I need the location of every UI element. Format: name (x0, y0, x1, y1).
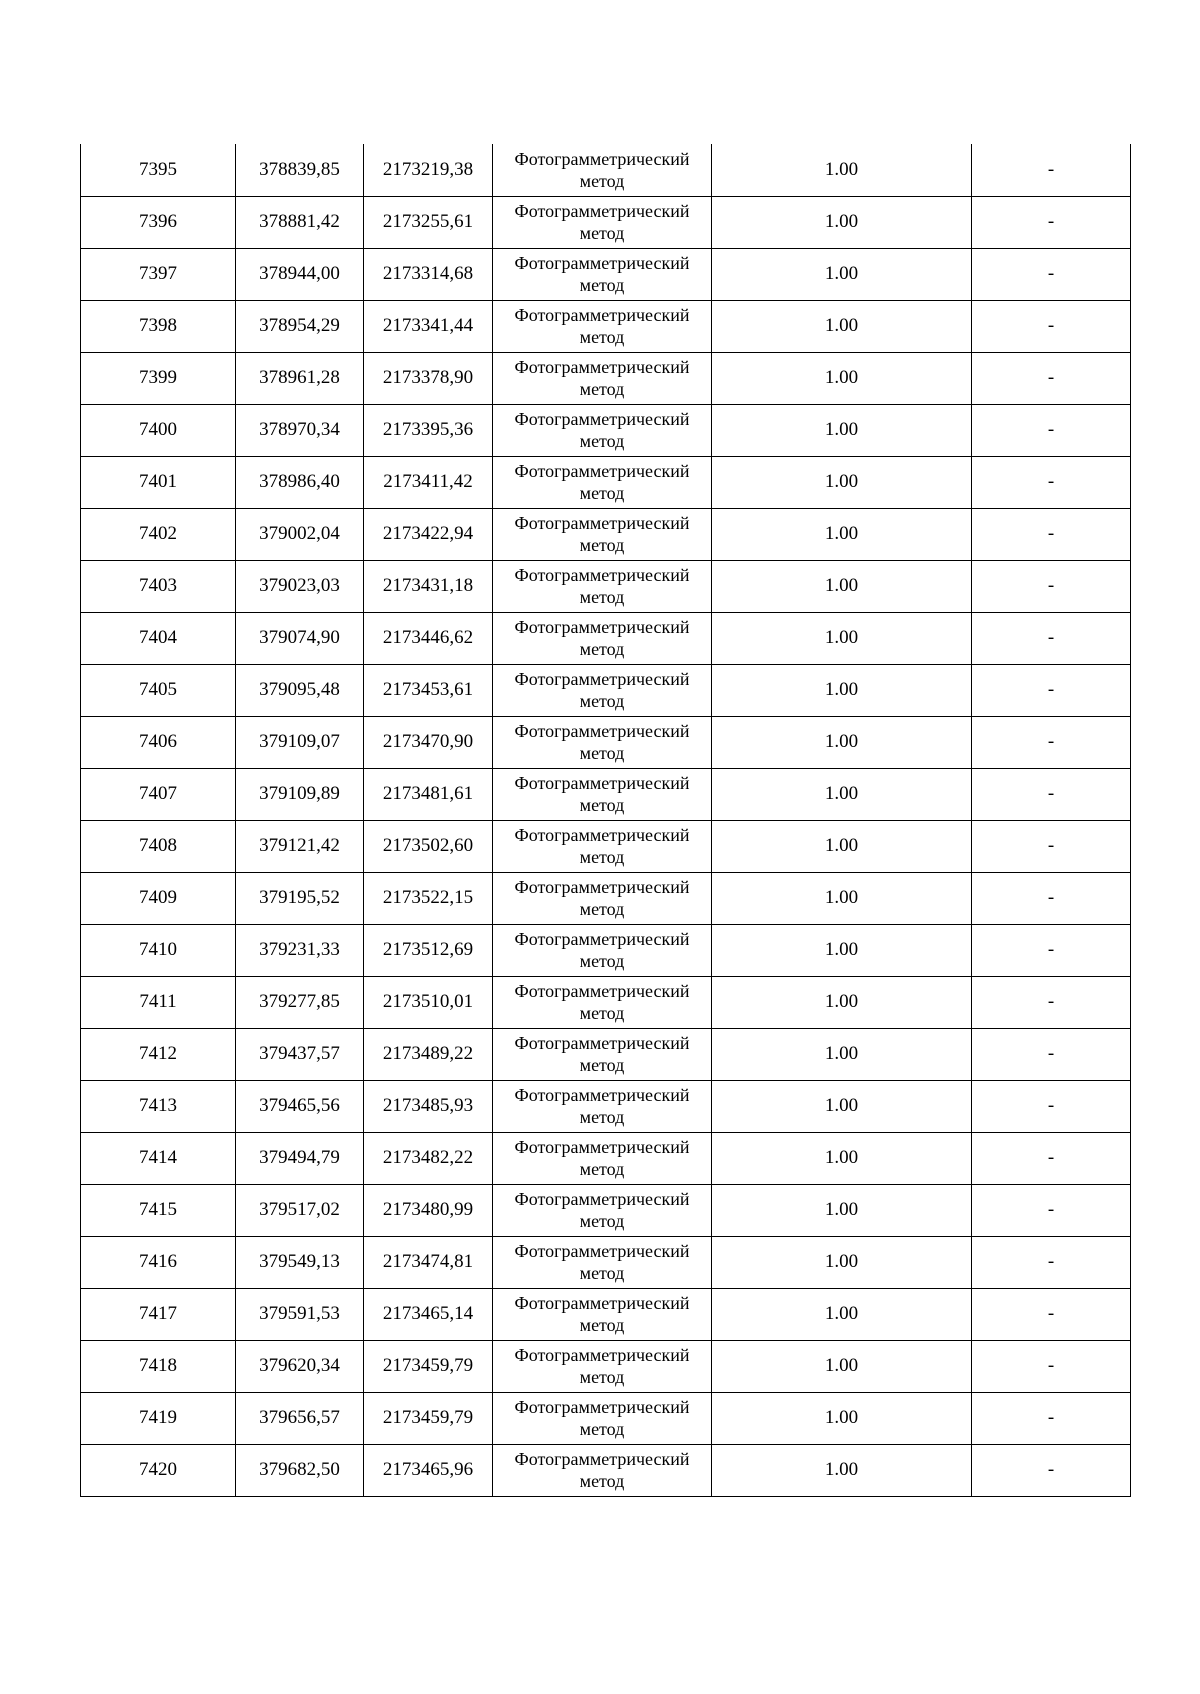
method-line-2: метод (579, 1211, 625, 1231)
x-coordinate-cell: 379517,02 (236, 1184, 364, 1236)
x-coordinate-cell: 379109,89 (236, 768, 364, 820)
accuracy-cell: 1.00 (712, 820, 972, 872)
y-coordinate-cell: 2173502,60 (364, 820, 493, 872)
method-line-2: метод (579, 1107, 625, 1127)
x-coordinate-cell: 378954,29 (236, 300, 364, 352)
y-coordinate-cell: 2173395,36 (364, 404, 493, 456)
table-row (81, 1444, 1131, 1496)
y-coordinate-cell: 2173219,38 (364, 144, 493, 196)
method-line-2: метод (579, 431, 625, 451)
point-number-cell: 7417 (81, 1288, 236, 1340)
method-line-2: метод (579, 1471, 625, 1491)
method-cell (493, 1288, 712, 1340)
x-coordinate-cell: 379109,07 (236, 716, 364, 768)
method-cell (493, 352, 712, 404)
accuracy-cell: 1.00 (712, 1132, 972, 1184)
table-row (81, 1288, 1131, 1340)
method-cell (493, 1340, 712, 1392)
table-row (81, 716, 1131, 768)
method-cell (493, 508, 712, 560)
x-coordinate-cell: 379620,34 (236, 1340, 364, 1392)
accuracy-cell: 1.00 (712, 716, 972, 768)
method-line-1: Фотограмметрический (514, 1085, 690, 1105)
table-row (81, 1340, 1131, 1392)
y-coordinate-cell: 2173480,99 (364, 1184, 493, 1236)
note-cell: - (972, 716, 1131, 768)
note-cell: - (972, 1080, 1131, 1132)
table-row (81, 1080, 1131, 1132)
coordinates-table (80, 144, 1131, 1497)
table-row (81, 1236, 1131, 1288)
y-coordinate-cell: 2173341,44 (364, 300, 493, 352)
table-row (81, 976, 1131, 1028)
table-row (81, 872, 1131, 924)
method-line-1: Фотограмметрический (514, 1449, 690, 1469)
method-line-2: метод (579, 587, 625, 607)
table-row (81, 560, 1131, 612)
point-number-cell: 7403 (81, 560, 236, 612)
point-number-cell: 7396 (81, 196, 236, 248)
method-line-2: метод (579, 1315, 625, 1335)
method-cell (493, 560, 712, 612)
y-coordinate-cell: 2173314,68 (364, 248, 493, 300)
point-number-cell: 7404 (81, 612, 236, 664)
table-row (81, 820, 1131, 872)
accuracy-cell: 1.00 (712, 248, 972, 300)
method-line-2: метод (579, 379, 625, 399)
method-line-2: метод (579, 1003, 625, 1023)
x-coordinate-cell: 379591,53 (236, 1288, 364, 1340)
note-cell: - (972, 248, 1131, 300)
method-line-1: Фотограмметрический (514, 773, 690, 793)
note-cell: - (972, 1132, 1131, 1184)
method-line-1: Фотограмметрический (514, 877, 690, 897)
point-number-cell: 7420 (81, 1444, 236, 1496)
y-coordinate-cell: 2173411,42 (364, 456, 493, 508)
method-cell (493, 1028, 712, 1080)
note-cell: - (972, 664, 1131, 716)
table-row (81, 664, 1131, 716)
table-body (81, 144, 1131, 1496)
x-coordinate-cell: 379195,52 (236, 872, 364, 924)
note-cell: - (972, 196, 1131, 248)
accuracy-cell: 1.00 (712, 1444, 972, 1496)
method-line-1: Фотограмметрический (514, 929, 690, 949)
point-number-cell: 7415 (81, 1184, 236, 1236)
method-line-2: метод (579, 795, 625, 815)
point-number-cell: 7397 (81, 248, 236, 300)
accuracy-cell: 1.00 (712, 872, 972, 924)
point-number-cell: 7409 (81, 872, 236, 924)
note-cell: - (972, 456, 1131, 508)
point-number-cell: 7408 (81, 820, 236, 872)
method-line-2: метод (579, 483, 625, 503)
table-row (81, 1392, 1131, 1444)
accuracy-cell: 1.00 (712, 924, 972, 976)
method-line-2: метод (579, 327, 625, 347)
x-coordinate-cell: 379656,57 (236, 1392, 364, 1444)
accuracy-cell: 1.00 (712, 1184, 972, 1236)
point-number-cell: 7406 (81, 716, 236, 768)
method-line-1: Фотограмметрический (514, 1033, 690, 1053)
table-row (81, 1184, 1131, 1236)
method-line-2: метод (579, 170, 625, 191)
table-row (81, 404, 1131, 456)
method-line-2: метод (579, 223, 625, 243)
method-line-1: Фотограмметрический (514, 1293, 690, 1313)
accuracy-cell: 1.00 (712, 612, 972, 664)
method-line-1: Фотограмметрический (514, 513, 690, 533)
x-coordinate-cell: 378961,28 (236, 352, 364, 404)
accuracy-cell: 1.00 (712, 1288, 972, 1340)
table-row (81, 456, 1131, 508)
note-cell: - (972, 508, 1131, 560)
method-line-2: метод (579, 847, 625, 867)
note-cell: - (972, 872, 1131, 924)
method-line-2: метод (579, 535, 625, 555)
y-coordinate-cell: 2173474,81 (364, 1236, 493, 1288)
method-cell (493, 664, 712, 716)
method-line-2: метод (579, 1159, 625, 1179)
note-cell: - (972, 1288, 1131, 1340)
method-cell (493, 1184, 712, 1236)
accuracy-cell: 1.00 (712, 508, 972, 560)
table-row (81, 612, 1131, 664)
y-coordinate-cell: 2173378,90 (364, 352, 493, 404)
note-cell: - (972, 820, 1131, 872)
accuracy-cell: 1.00 (712, 976, 972, 1028)
x-coordinate-cell: 379549,13 (236, 1236, 364, 1288)
accuracy-cell: 1.00 (712, 1236, 972, 1288)
table-row (81, 144, 1131, 196)
method-line-2: метод (579, 1055, 625, 1075)
y-coordinate-cell: 2173431,18 (364, 560, 493, 612)
method-cell (493, 248, 712, 300)
method-line-1: Фотограмметрический (514, 357, 690, 377)
method-line-1: Фотограмметрический (514, 669, 690, 689)
method-line-2: метод (579, 1367, 625, 1387)
point-number-cell: 7413 (81, 1080, 236, 1132)
x-coordinate-cell: 378970,34 (236, 404, 364, 456)
note-cell: - (972, 144, 1131, 196)
point-number-cell: 7395 (81, 144, 236, 196)
note-cell: - (972, 1444, 1131, 1496)
x-coordinate-cell: 379494,79 (236, 1132, 364, 1184)
table-row (81, 300, 1131, 352)
note-cell: - (972, 1028, 1131, 1080)
note-cell: - (972, 976, 1131, 1028)
note-cell: - (972, 352, 1131, 404)
accuracy-cell: 1.00 (712, 1028, 972, 1080)
method-line-1: Фотограмметрический (514, 201, 690, 221)
point-number-cell: 7410 (81, 924, 236, 976)
y-coordinate-cell: 2173522,15 (364, 872, 493, 924)
point-number-cell: 7402 (81, 508, 236, 560)
accuracy-cell: 1.00 (712, 456, 972, 508)
method-line-1: Фотограмметрический (514, 253, 690, 273)
x-coordinate-cell: 379437,57 (236, 1028, 364, 1080)
y-coordinate-cell: 2173465,96 (364, 1444, 493, 1496)
y-coordinate-cell: 2173459,79 (364, 1340, 493, 1392)
method-cell (493, 456, 712, 508)
table-row (81, 768, 1131, 820)
method-line-1: Фотограмметрический (514, 409, 690, 429)
note-cell: - (972, 1184, 1131, 1236)
method-cell (493, 1132, 712, 1184)
method-cell (493, 144, 712, 196)
y-coordinate-cell: 2173459,79 (364, 1392, 493, 1444)
method-cell (493, 1444, 712, 1496)
table-row (81, 924, 1131, 976)
method-line-2: метод (579, 691, 625, 711)
y-coordinate-cell: 2173481,61 (364, 768, 493, 820)
accuracy-cell: 1.00 (712, 352, 972, 404)
method-cell (493, 924, 712, 976)
method-cell (493, 1236, 712, 1288)
table-row (81, 196, 1131, 248)
accuracy-cell: 1.00 (712, 768, 972, 820)
point-number-cell: 7414 (81, 1132, 236, 1184)
method-line-2: метод (579, 1263, 625, 1283)
y-coordinate-cell: 2173510,01 (364, 976, 493, 1028)
point-number-cell: 7405 (81, 664, 236, 716)
table-row (81, 508, 1131, 560)
x-coordinate-cell: 378944,00 (236, 248, 364, 300)
note-cell: - (972, 404, 1131, 456)
method-line-1: Фотограмметрический (514, 1397, 690, 1417)
table-row (81, 248, 1131, 300)
x-coordinate-cell: 378881,42 (236, 196, 364, 248)
accuracy-cell: 1.00 (712, 1080, 972, 1132)
accuracy-cell: 1.00 (712, 300, 972, 352)
method-line-2: метод (579, 1419, 625, 1439)
method-line-1: Фотограмметрический (514, 981, 690, 1001)
method-cell (493, 612, 712, 664)
x-coordinate-cell: 379465,56 (236, 1080, 364, 1132)
method-cell (493, 404, 712, 456)
method-line-1: Фотограмметрический (514, 1189, 690, 1209)
method-line-1: Фотограмметрический (514, 565, 690, 585)
method-line-2: метод (579, 275, 625, 295)
point-number-cell: 7418 (81, 1340, 236, 1392)
x-coordinate-cell: 378986,40 (236, 456, 364, 508)
note-cell: - (972, 1392, 1131, 1444)
y-coordinate-cell: 2173485,93 (364, 1080, 493, 1132)
y-coordinate-cell: 2173453,61 (364, 664, 493, 716)
accuracy-cell: 1.00 (712, 1392, 972, 1444)
table-row (81, 352, 1131, 404)
accuracy-cell: 1.00 (712, 1340, 972, 1392)
method-line-1: Фотограмметрический (514, 721, 690, 741)
y-coordinate-cell: 2173512,69 (364, 924, 493, 976)
point-number-cell: 7412 (81, 1028, 236, 1080)
note-cell: - (972, 300, 1131, 352)
note-cell: - (972, 1236, 1131, 1288)
method-cell (493, 768, 712, 820)
method-line-2: метод (579, 743, 625, 763)
y-coordinate-cell: 2173465,14 (364, 1288, 493, 1340)
x-coordinate-cell: 379277,85 (236, 976, 364, 1028)
accuracy-cell: 1.00 (712, 196, 972, 248)
method-cell (493, 716, 712, 768)
x-coordinate-cell: 378839,85 (236, 144, 364, 196)
x-coordinate-cell: 379074,90 (236, 612, 364, 664)
x-coordinate-cell: 379682,50 (236, 1444, 364, 1496)
method-line-1: Фотограмметрический (514, 148, 690, 169)
method-cell (493, 1080, 712, 1132)
method-line-2: метод (579, 899, 625, 919)
note-cell: - (972, 560, 1131, 612)
point-number-cell: 7401 (81, 456, 236, 508)
table-row (81, 1132, 1131, 1184)
method-line-1: Фотограмметрический (514, 617, 690, 637)
method-cell (493, 1392, 712, 1444)
method-line-1: Фотограмметрический (514, 305, 690, 325)
table-row (81, 1028, 1131, 1080)
accuracy-cell: 1.00 (712, 664, 972, 716)
note-cell: - (972, 924, 1131, 976)
x-coordinate-cell: 379023,03 (236, 560, 364, 612)
method-line-1: Фотограмметрический (514, 461, 690, 481)
point-number-cell: 7398 (81, 300, 236, 352)
point-number-cell: 7407 (81, 768, 236, 820)
method-line-1: Фотограмметрический (514, 1345, 690, 1365)
y-coordinate-cell: 2173255,61 (364, 196, 493, 248)
method-cell (493, 196, 712, 248)
y-coordinate-cell: 2173482,22 (364, 1132, 493, 1184)
method-cell (493, 300, 712, 352)
point-number-cell: 7411 (81, 976, 236, 1028)
method-cell (493, 976, 712, 1028)
method-line-1: Фотограмметрический (514, 825, 690, 845)
accuracy-cell: 1.00 (712, 144, 972, 196)
x-coordinate-cell: 379121,42 (236, 820, 364, 872)
method-line-2: метод (579, 639, 625, 659)
x-coordinate-cell: 379002,04 (236, 508, 364, 560)
point-number-cell: 7400 (81, 404, 236, 456)
method-cell (493, 820, 712, 872)
accuracy-cell: 1.00 (712, 404, 972, 456)
accuracy-cell: 1.00 (712, 560, 972, 612)
note-cell: - (972, 768, 1131, 820)
note-cell: - (972, 612, 1131, 664)
y-coordinate-cell: 2173489,22 (364, 1028, 493, 1080)
x-coordinate-cell: 379095,48 (236, 664, 364, 716)
x-coordinate-cell: 379231,33 (236, 924, 364, 976)
point-number-cell: 7416 (81, 1236, 236, 1288)
method-line-1: Фотограмметрический (514, 1241, 690, 1261)
method-line-1: Фотограмметрический (514, 1137, 690, 1157)
note-cell: - (972, 1340, 1131, 1392)
point-number-cell: 7399 (81, 352, 236, 404)
y-coordinate-cell: 2173422,94 (364, 508, 493, 560)
y-coordinate-cell: 2173470,90 (364, 716, 493, 768)
point-number-cell: 7419 (81, 1392, 236, 1444)
method-cell (493, 872, 712, 924)
y-coordinate-cell: 2173446,62 (364, 612, 493, 664)
method-line-2: метод (579, 951, 625, 971)
